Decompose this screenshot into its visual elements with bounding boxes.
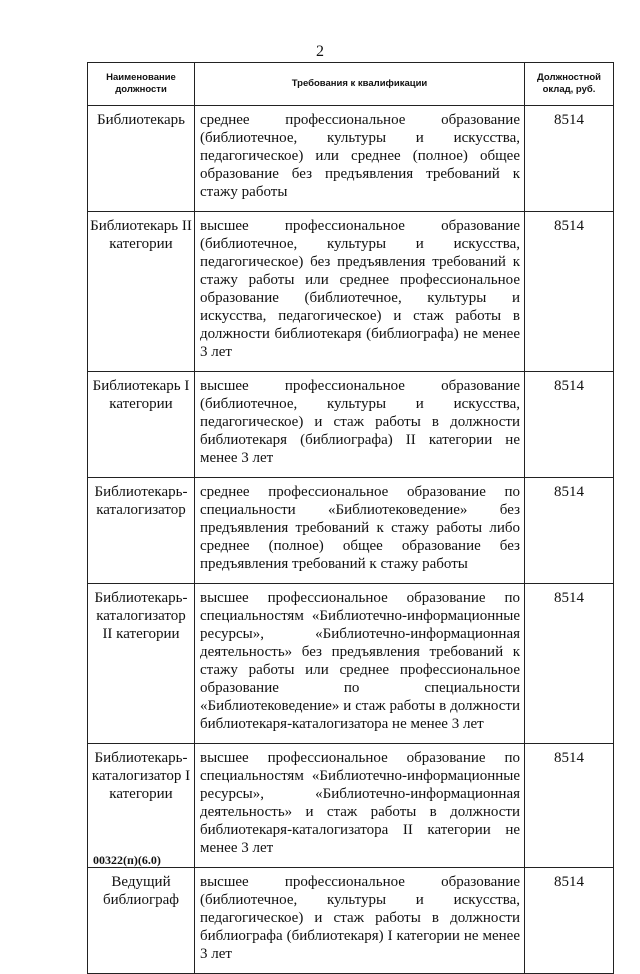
salary-cell: 8514 xyxy=(525,212,614,372)
table-row xyxy=(88,106,614,212)
document-code: 00322(п)(6.0) xyxy=(93,853,161,867)
table-header-row xyxy=(88,63,614,106)
salary-cell: 8514 xyxy=(525,868,614,974)
requirements-cell: высшее профессиональное образование по специальностям «Библиотечно-информационные ресурсы», «Библиотечно-информационная деятельность» и стаж работы в должности библиотекаря-каталогизатора II категории не менее 3 лет xyxy=(195,744,525,868)
table-row xyxy=(88,868,614,974)
table-row xyxy=(88,372,614,478)
table-row xyxy=(88,478,614,584)
header-salary-line-2: оклад, руб. xyxy=(542,84,596,95)
salary-cell: 8514 xyxy=(525,584,614,744)
position-cell: Библиотекарь xyxy=(88,106,195,212)
requirements-cell: высшее профессиональное образование по специальностям «Библиотечно-информационные ресурсы», «Библиотечно-информационная деятельность» без предъявления требований к стажу работы или среднее профессиональное образование по специальности «Библиотековедение» и стаж работы в должности библиотекаря-каталогизатора не менее 3 лет xyxy=(195,584,525,744)
page-number: 2 xyxy=(316,43,324,60)
qualification-table xyxy=(87,62,614,974)
header-salary xyxy=(525,63,614,106)
header-position-line-2: должности xyxy=(115,84,167,95)
header-position-line-1: Наименование xyxy=(106,72,176,83)
requirements-cell: высшее профессиональное образование (библиотечное, культуры и искусства, педагогическое) и стаж работы в должности библиотекаря (библиографа) II категории не менее 3 лет xyxy=(195,372,525,478)
salary-cell: 8514 xyxy=(525,478,614,584)
requirements-cell: среднее профессиональное образование по специальности «Библиотековедение» без предъявления требований к стажу работы либо среднее (полное) общее образование без предъявления требований к стажу работы xyxy=(195,478,525,584)
position-cell: Библиотекарь-каталогизатор I категории xyxy=(88,744,195,868)
requirements-cell: среднее профессиональное образование (библиотечное, культуры и искусства, педагогическое) или среднее (полное) общее образование без предъявления требований к стажу работы xyxy=(195,106,525,212)
header-salary-line-1: Должностной xyxy=(537,72,601,83)
header-requirements: Требования к квалификации xyxy=(195,63,525,106)
requirements-cell: высшее профессиональное образование (библиотечное, культуры и искусства, педагогическое) без предъявления требований к стажу работы или среднее профессиональное образование (библиотечное, культуры и искусства, педагогическое) и стаж работы в должности библиотекаря (библиографа) не менее 3 лет xyxy=(195,212,525,372)
salary-cell: 8514 xyxy=(525,106,614,212)
position-cell: Ведущий библиограф xyxy=(88,868,195,974)
position-cell: Библиотекарь-каталогизатор II категории xyxy=(88,584,195,744)
position-cell: Библиотекарь-каталогизатор xyxy=(88,478,195,584)
header-position xyxy=(88,63,195,106)
salary-cell: 8514 xyxy=(525,744,614,868)
table-row xyxy=(88,212,614,372)
table-row xyxy=(88,584,614,744)
position-cell: Библиотекарь I категории xyxy=(88,372,195,478)
requirements-cell: высшее профессиональное образование (библиотечное, культуры и искусства, педагогическое) и стаж работы в должности библиографа (библиотекаря) I категории не менее 3 лет xyxy=(195,868,525,974)
salary-cell: 8514 xyxy=(525,372,614,478)
table-row xyxy=(88,744,614,868)
position-cell: Библиотекарь II категории xyxy=(88,212,195,372)
